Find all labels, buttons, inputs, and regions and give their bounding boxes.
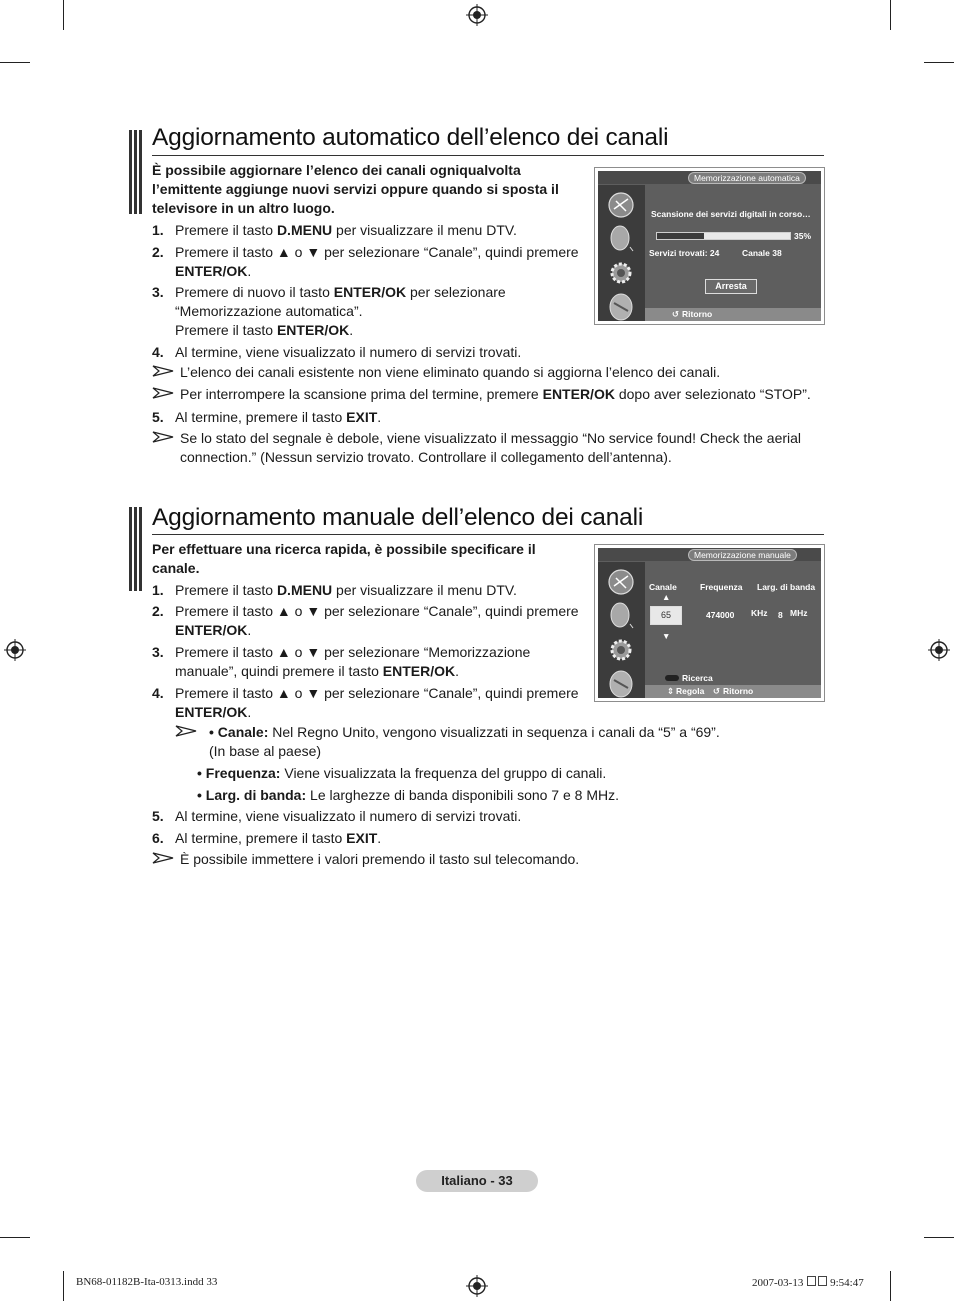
crop-mark [924, 1237, 954, 1238]
osd-footer [645, 308, 821, 321]
gear-icon [604, 257, 638, 289]
crop-mark [890, 0, 891, 30]
note-arrow-icon [152, 364, 174, 378]
crop-mark [63, 0, 64, 30]
crop-mark [63, 1271, 64, 1301]
channel-down-arrow-icon[interactable]: ▼ [662, 631, 671, 641]
channel-up-arrow-icon[interactable]: ▲ [662, 592, 671, 602]
scan-progress-bar [656, 232, 791, 240]
osd-manual-scan-screen [594, 544, 825, 702]
bandwidth-value[interactable]: 8 [778, 610, 783, 620]
column-channel-label: Canale [649, 582, 677, 592]
scan-status-text: Scansione dei servizi digitali in corso… [651, 209, 811, 219]
registration-mark-icon [466, 1275, 488, 1297]
crop-mark [0, 1237, 30, 1238]
osd-titlebar [598, 548, 821, 561]
tool-icon [604, 291, 638, 323]
note-arrow-icon [152, 386, 174, 400]
column-frequency-label: Frequenza [700, 582, 743, 592]
return-arrow-icon: ↺ [713, 686, 721, 696]
note-arrow-icon [152, 851, 174, 865]
heading-rule [152, 155, 824, 156]
note-arrow-icon [152, 430, 174, 444]
gear-icon [604, 634, 638, 666]
services-found-text: Servizi trovati: 24 [649, 248, 720, 258]
section-marker [129, 130, 144, 214]
channel-text: Canale 38 [742, 248, 782, 258]
return-label[interactable]: Ritorno [682, 309, 713, 319]
crop-mark [0, 62, 30, 63]
intro-text-manual: Per effettuare una ricerca rapida, è possibile specificare il canale. [152, 541, 536, 576]
section-title-manual: Aggiornamento manuale dell’elenco dei canali [152, 504, 644, 531]
channel-value-input[interactable]: 65 [650, 606, 682, 625]
stop-button[interactable]: Arresta [705, 279, 757, 294]
osd-title: Memorizzazione automatica [688, 172, 806, 184]
registration-mark-icon [4, 639, 26, 661]
satellite-dish-icon [604, 566, 638, 598]
return-label[interactable]: Ritorno [723, 686, 754, 696]
intro-text-auto: È possibile aggiornare l’elenco dei canali ogniqualvolta l’emittente aggiunge nuovi servizi oppure quando si sposta il televisore in un altro luogo. [152, 162, 559, 216]
unknown-glyph-icon [818, 1276, 827, 1286]
registration-mark-icon [928, 639, 950, 661]
page-number-badge: Italiano - 33 [416, 1170, 538, 1192]
picture-icon [604, 600, 638, 632]
picture-icon [604, 223, 638, 255]
scan-progress-percent: 35% [794, 231, 812, 241]
unknown-glyph-icon [807, 1276, 816, 1286]
column-bandwidth-label: Larg. di banda [757, 582, 816, 592]
osd-title: Memorizzazione manuale [688, 549, 797, 561]
osd-footer [645, 685, 821, 698]
adjust-updown-icon: ⇕ [667, 686, 675, 696]
crop-mark [890, 1271, 891, 1301]
osd-titlebar [598, 171, 821, 184]
osd-auto-scan-screen [594, 167, 825, 325]
tool-icon [604, 668, 638, 700]
search-label[interactable]: Ricerca [682, 673, 713, 683]
registration-mark-icon [466, 4, 488, 26]
heading-rule [152, 534, 824, 535]
adjust-label[interactable]: Regola [676, 686, 705, 696]
frequency-unit: KHz [751, 608, 768, 618]
section-marker [129, 507, 144, 591]
osd-sidebar [598, 562, 645, 698]
scan-progress-fill [657, 233, 704, 239]
crop-mark [924, 62, 954, 63]
bandwidth-unit: MHz [790, 608, 808, 618]
return-arrow-icon: ↺ [672, 309, 680, 319]
search-button-indicator[interactable] [665, 675, 679, 681]
frequency-value: 474000 [706, 610, 735, 620]
satellite-dish-icon [604, 189, 638, 221]
date-info: 2007-03-13 9:54:47 [752, 1277, 864, 1289]
note-arrow-icon [175, 724, 197, 738]
osd-sidebar [598, 185, 645, 321]
section-title-auto: Aggiornamento automatico dell’elenco dei canali [152, 124, 669, 151]
file-info: BN68-01182B-Ita-0313.indd 33 [76, 1276, 218, 1288]
